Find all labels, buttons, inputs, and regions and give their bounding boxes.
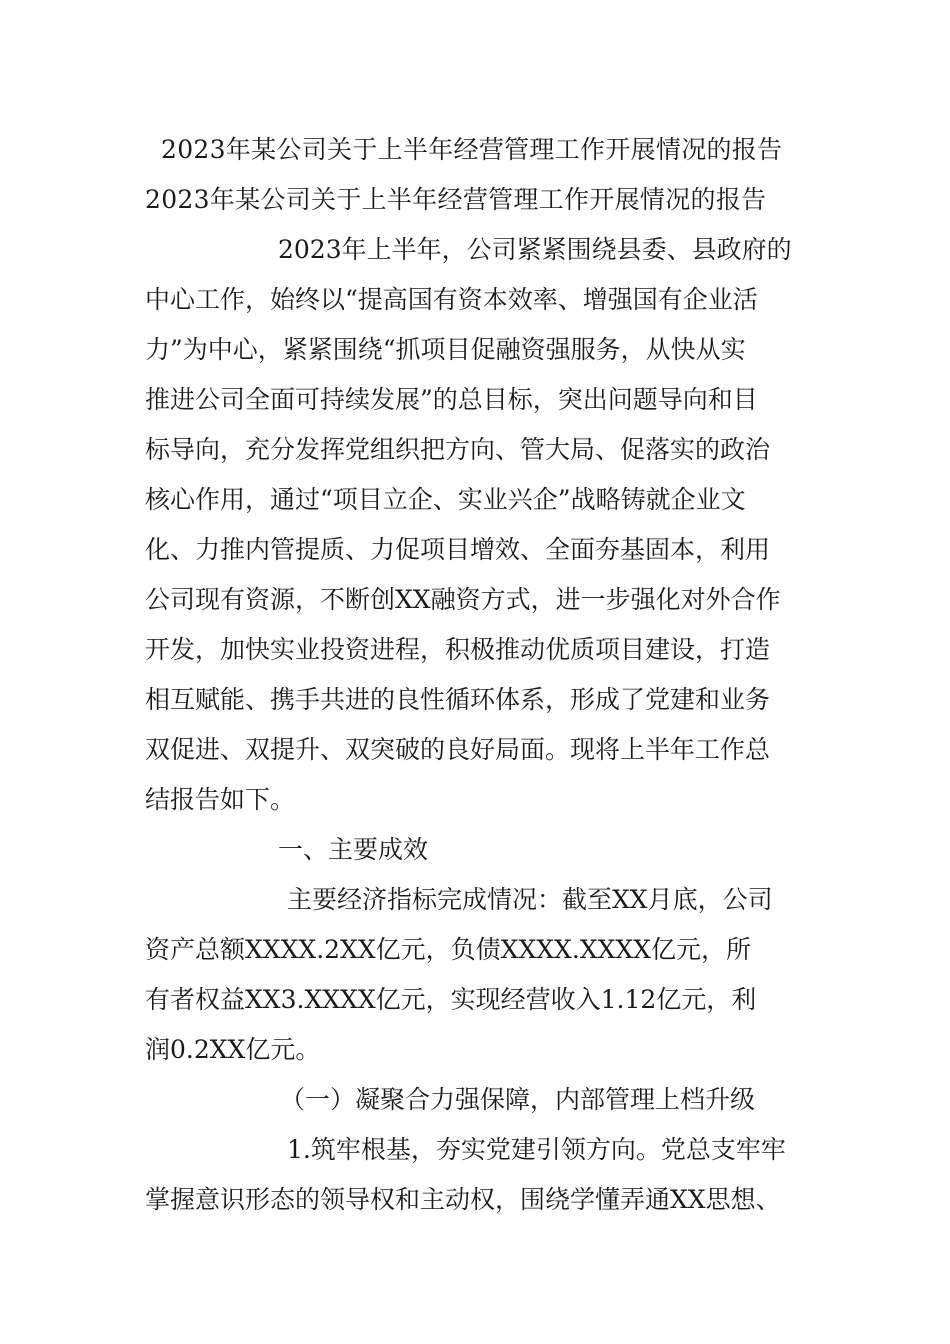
paragraph-line: 力”为中心，紧紧围绕“抓项目促融资强服务，从快从实 xyxy=(145,335,746,364)
paragraph-line: 化、力推内管提质、力促项目增效、全面夯基固本，利用 xyxy=(145,535,771,564)
paragraph-line: 1.筑牢根基，夯实党建引领方向。党总支牢牢 xyxy=(287,1135,786,1164)
report-title-line-2: 2023年某公司关于上半年经营管理工作开展情况的报告 xyxy=(145,185,767,214)
paragraph-line: 资产总额XXXX.2XX亿元，负债XXXX.XXXX亿元，所 xyxy=(145,935,751,964)
paragraph-line: 公司现有资源，不断创XX融资方式，进一步强化对外合作 xyxy=(145,585,781,614)
paragraph-line: 相互赋能、携手共进的良性循环体系，形成了党建和业务 xyxy=(145,685,771,714)
report-title-line-1: 2023年某公司关于上半年经营管理工作开展情况的报告 xyxy=(161,135,783,164)
paragraph-line: 核心作用，通过“项目立企、实业兴企”战略铸就企业文 xyxy=(145,485,746,514)
paragraph-line: 标导向，充分发挥党组织把方向、管大局、促落实的政治 xyxy=(145,435,771,464)
paragraph-line: 双促进、双提升、双突破的良好局面。现将上半年工作总 xyxy=(145,735,771,764)
paragraph-line: 中心工作，始终以“提高国有资本效率、增强国有企业活 xyxy=(145,285,758,314)
paragraph-line: 开发，加快实业投资进程，积极推动优质项目建设，打造 xyxy=(145,635,771,664)
paragraph-line: 推进公司全面可持续发展”的总目标，突出问题导向和目 xyxy=(145,385,758,414)
paragraph-line: 2023年上半年，公司紧紧围绕县委、县政府的 xyxy=(278,235,792,264)
paragraph-line: 结报告如下。 xyxy=(145,785,296,814)
paragraph-line: 有者权益XX3.XXXX亿元，实现经营收入1.12亿元，利 xyxy=(145,985,757,1014)
paragraph-line: 主要经济指标完成情况：截至XX月底，公司 xyxy=(287,885,773,914)
section-heading: 一、主要成效 xyxy=(278,835,429,864)
subsection-heading: （一）凝聚合力强保障，内部管理上档升级 xyxy=(280,1085,756,1114)
paragraph-line: 掌握意识形态的领导权和主动权，围绕学懂弄通XX思想、 xyxy=(145,1185,781,1214)
paragraph-line: 润0.2XX亿元。 xyxy=(145,1035,321,1064)
